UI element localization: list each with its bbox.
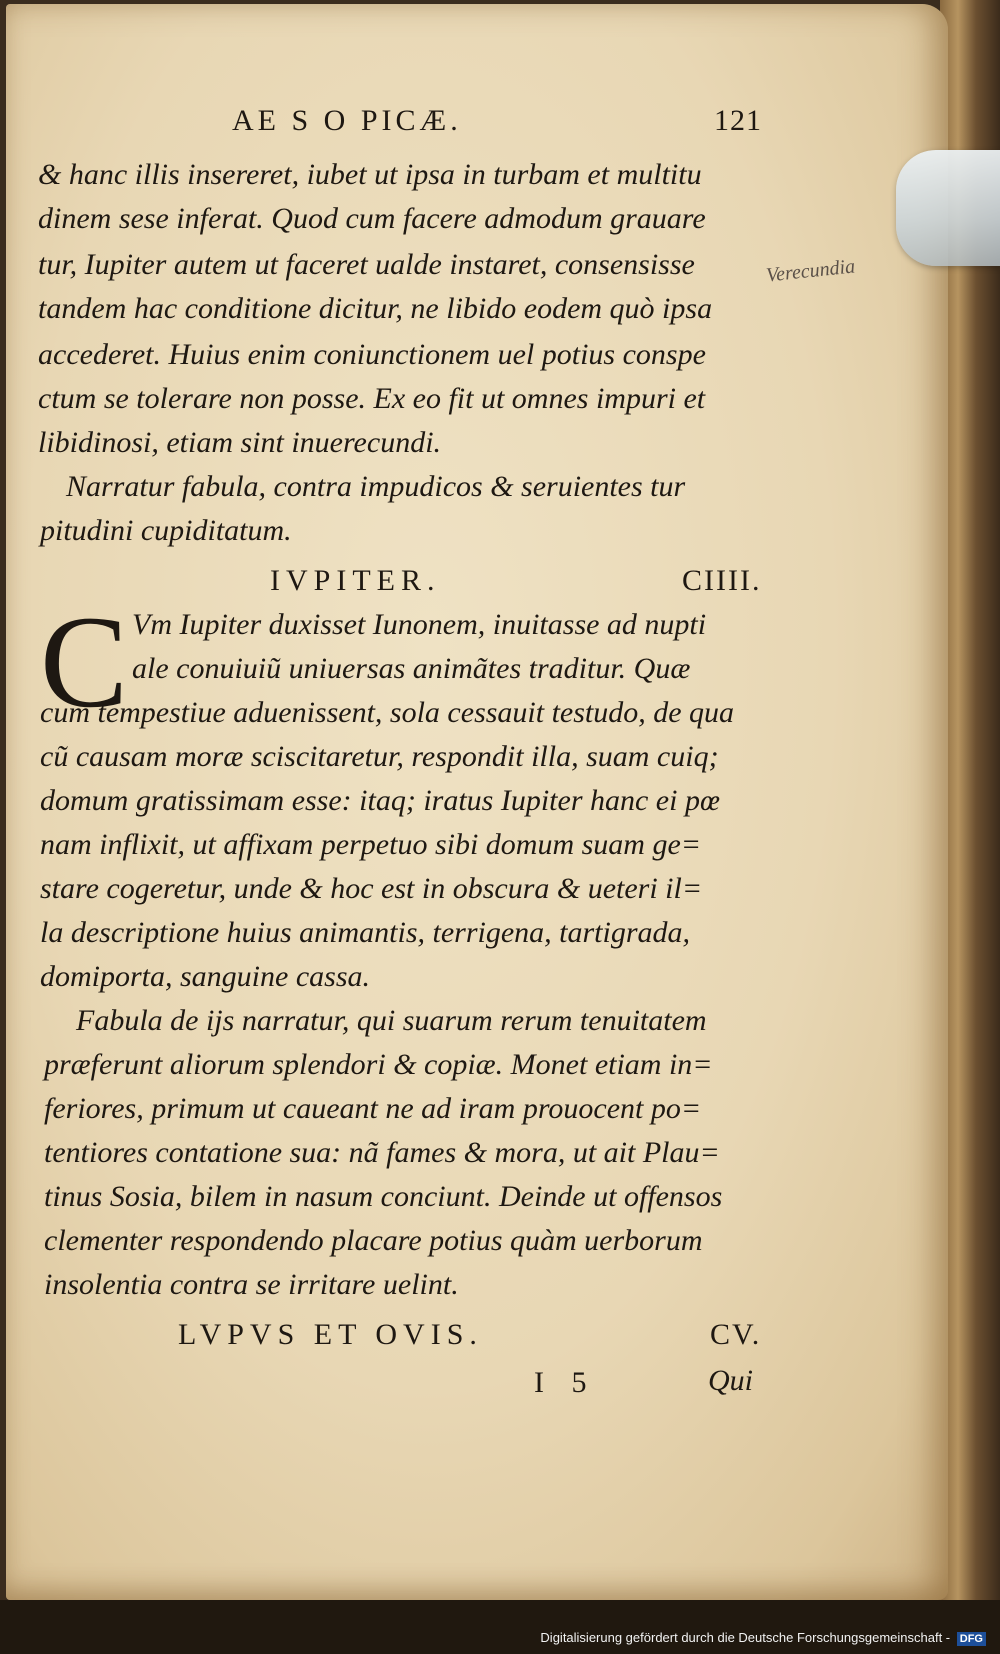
text-line: domum gratissimam esse: itaq; iratus Iupiter hanc ei pœ [40, 784, 720, 817]
digitization-credit [540, 1630, 986, 1646]
fable-title: LVPVS ET OVIS. [178, 1318, 483, 1351]
fable-title: IVPITER. [270, 564, 441, 597]
catchword: Qui [708, 1364, 753, 1397]
text-line: & hanc illis insereret, iubet ut ipsa in turbam et multitu [38, 158, 702, 191]
text-line: feriores, primum ut caueant ne ad iram prouocent po= [44, 1092, 702, 1125]
text-line: stare cogeretur, unde & hoc est in obscura & ueteri il= [40, 872, 703, 905]
page-number: 121 [714, 104, 762, 137]
text-line: pitudini cupiditatum. [40, 514, 292, 547]
signature-mark: I 5 [534, 1366, 597, 1399]
text-line: tandem hac conditione dicitur, ne libido eodem quò ipsa [38, 292, 713, 325]
text-line: accederet. Huius enim coniunctionem uel potius conspe [38, 338, 706, 371]
text-line: tinus Sosia, bilem in nasum conciunt. Deinde ut offensos [44, 1180, 723, 1213]
fable-number: CV. [710, 1318, 762, 1351]
text-line: libidinosi, etiam sint inuerecundi. [38, 426, 442, 459]
drop-cap: C [40, 588, 129, 735]
text-line: tur, Iupiter autem ut faceret ualde instaret, consensisse [38, 248, 695, 281]
text-line: nam inflixit, ut affixam perpetuo sibi domum suam ge= [40, 828, 702, 861]
text-line: dinem sese inferat. Quod cum facere admodum grauare [38, 202, 706, 235]
text-line: tentiores contatione sua: nã fames & mora, ut ait Plau= [44, 1136, 720, 1169]
text-line: cum tempestiue aduenissent, sola cessauit testudo, de qua [40, 696, 735, 729]
text-line: domiporta, sanguine cassa. [40, 960, 370, 993]
text-line: præferunt aliorum splendori & copiæ. Monet etiam in= [44, 1048, 713, 1081]
text-line: Vm Iupiter duxisset Iunonem, inuitasse ad nupti [132, 608, 707, 641]
fable-number: CIIII. [682, 564, 762, 597]
running-title: AE S O PICÆ. [232, 104, 462, 137]
text-line: clementer respondendo placare potius quàm uerborum [44, 1224, 703, 1257]
text-line: insolentia contra se irritare uelint. [44, 1268, 459, 1301]
credit-text: Digitalisierung gefördert durch die Deutsche Forschungsgemeinschaft - [540, 1630, 951, 1645]
margin-annotation: Verecundia [765, 255, 857, 287]
page-clip [896, 150, 1000, 266]
dfg-logo: DFG [957, 1632, 986, 1646]
text-line: la descriptione huius animantis, terrigena, tartigrada, [40, 916, 690, 949]
text-line: ctum se tolerare non posse. Ex eo fit ut omnes impuri et [38, 382, 706, 415]
text-line: ale conuiuiũ uniuersas animãtes traditur. Quæ [132, 652, 691, 685]
text-line: Narratur fabula, contra impudicos & seruientes tur [66, 470, 686, 503]
text-line: Fabula de ijs narratur, qui suarum rerum tenuitatem [76, 1004, 707, 1037]
text-line: cũ causam moræ sciscitaretur, respondit illa, suam cuiq; [40, 740, 719, 773]
